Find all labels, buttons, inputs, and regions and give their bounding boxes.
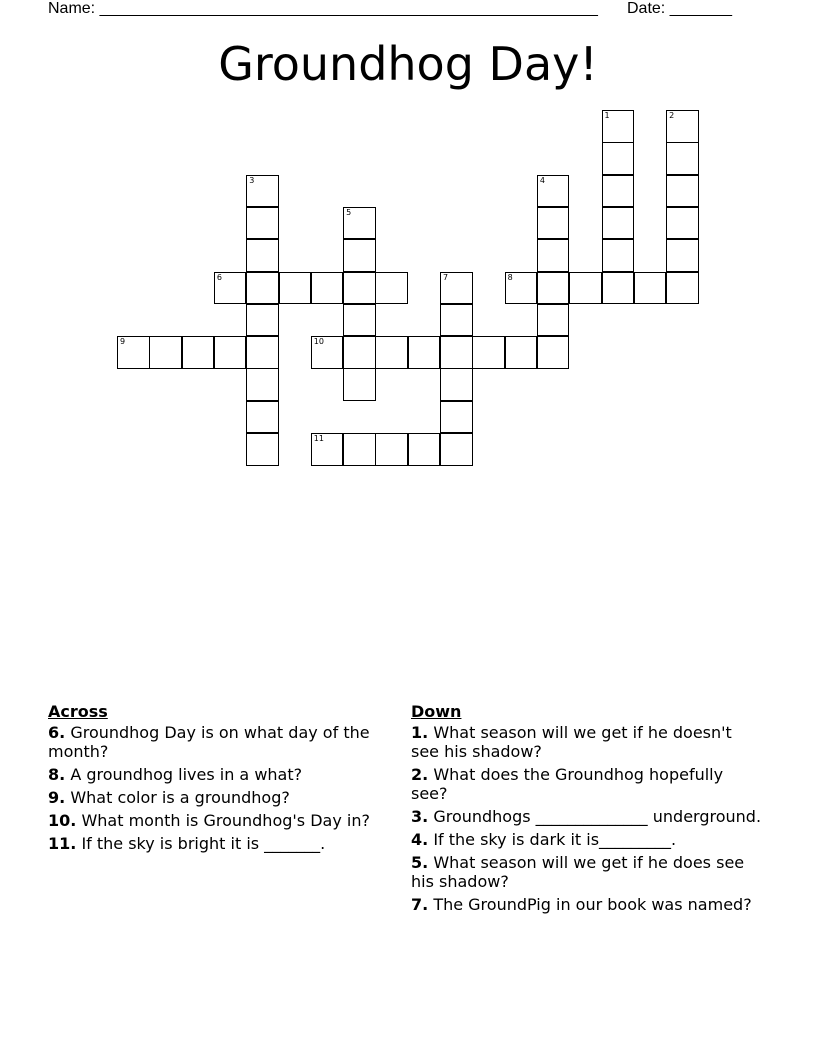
cell-number: 9: [120, 337, 126, 347]
grid-cell: [343, 272, 376, 305]
clue-number: 8.: [48, 765, 66, 784]
grid-cell: [149, 336, 182, 369]
down-clue-5: [411, 853, 763, 891]
down-clue-4: [411, 830, 763, 849]
grid-cell: [602, 142, 635, 175]
clue-number: 5.: [411, 853, 429, 872]
clue-number: 6.: [48, 723, 66, 742]
grid-cell: [246, 272, 279, 305]
grid-cell: [214, 336, 247, 369]
cell-number: 2: [669, 111, 675, 120]
grid-cell: [311, 272, 344, 305]
grid-cell: [537, 272, 570, 305]
down-clue-7: [411, 895, 763, 914]
cell-number: 3: [249, 175, 255, 185]
grid-cell: [343, 207, 376, 240]
grid-cell: [537, 239, 570, 272]
grid-cell: [246, 336, 279, 369]
grid-cell: [666, 142, 699, 175]
down-clue-3: [411, 807, 763, 826]
clue-text: What month is Groundhog's Day in?: [81, 811, 370, 830]
page-title: Groundhog Day!: [218, 37, 598, 91]
clue-text: The GroundPig in our book was named?: [433, 895, 752, 914]
across-clue-8: [48, 765, 400, 784]
grid-cell: [505, 336, 538, 369]
clue-text: What season will we get if he does see his shadow?: [411, 853, 745, 891]
grid-cell: [246, 239, 279, 272]
grid-cell: [182, 336, 215, 369]
cell-number: 5: [346, 207, 352, 217]
across-clue-9: [48, 788, 400, 807]
clue-number: 7.: [411, 895, 429, 914]
grid-cell: [440, 433, 473, 466]
across-clue-10: [48, 811, 400, 830]
grid-cell: [246, 433, 279, 466]
date-line: Date: _______: [627, 0, 732, 17]
clue-number: 10.: [48, 811, 77, 830]
clue-text: What color is a groundhog?: [70, 788, 290, 807]
down-clue-2: [411, 765, 763, 803]
grid-cell: [440, 401, 473, 434]
cell-number: 8: [507, 272, 513, 282]
clue-number: 1.: [411, 723, 429, 742]
grid-cell: [666, 110, 699, 143]
across-clue-11: [48, 834, 400, 853]
clue-text: Groundhogs ______________ underground.: [433, 807, 762, 826]
grid-cell: [602, 272, 635, 305]
cell-number: 4: [539, 175, 545, 185]
grid-cell: [634, 272, 667, 305]
grid-cell: [537, 304, 570, 337]
grid-cell: [602, 175, 635, 208]
across-heading: Across: [48, 702, 108, 721]
cell-number: 1: [604, 111, 610, 120]
grid-cell: [666, 239, 699, 272]
grid-cell: [440, 272, 473, 305]
grid-cell: [375, 433, 408, 466]
grid-cell: [375, 272, 408, 305]
grid-cell: [602, 110, 635, 143]
grid-cell: [214, 272, 247, 305]
clue-number: 2.: [411, 765, 429, 784]
clue-text: If the sky is dark it is_________.: [433, 830, 677, 849]
clue-text: What does the Groundhog hopefully see?: [411, 765, 724, 803]
cell-number: 10: [313, 337, 324, 347]
grid-cell: [279, 272, 312, 305]
grid-cell: [569, 272, 602, 305]
cell-number: 7: [443, 272, 449, 282]
down-clue-1: [411, 723, 763, 761]
clue-text: A groundhog lives in a what?: [70, 765, 303, 784]
grid-cell: [537, 207, 570, 240]
grid-cell: [343, 368, 376, 401]
grid-cell: [311, 433, 344, 466]
across-clue-6: [48, 723, 400, 761]
grid-cell: [343, 336, 376, 369]
grid-cell: [246, 401, 279, 434]
across-clues: [48, 702, 400, 857]
crossword-grid: [0, 0, 816, 520]
grid-cell: [343, 304, 376, 337]
grid-cell: [440, 368, 473, 401]
clue-text: What season will we get if he doesn't see his shadow?: [411, 723, 732, 761]
grid-cell: [246, 304, 279, 337]
grid-cell: [246, 368, 279, 401]
grid-cell: [440, 336, 473, 369]
down-clues: [411, 702, 763, 918]
grid-cell: [537, 336, 570, 369]
grid-cell: [117, 336, 150, 369]
clue-text: If the sky is bright it is _______.: [81, 834, 326, 853]
clue-number: 11.: [48, 834, 77, 853]
grid-cell: [343, 239, 376, 272]
grid-cell: [375, 336, 408, 369]
clue-number: 4.: [411, 830, 429, 849]
grid-cell: [666, 272, 699, 305]
grid-cell: [343, 433, 376, 466]
down-heading: Down: [411, 702, 462, 721]
grid-cell: [666, 207, 699, 240]
grid-cell: [602, 207, 635, 240]
cell-number: 6: [216, 272, 222, 282]
grid-cell: [505, 272, 538, 305]
clue-number: 3.: [411, 807, 429, 826]
clue-number: 9.: [48, 788, 66, 807]
name-line: Name: ________________________________________________________: [48, 0, 598, 17]
grid-cell: [440, 304, 473, 337]
grid-cell: [408, 336, 441, 369]
cell-number: 11: [313, 434, 324, 443]
grid-cell: [537, 175, 570, 208]
clue-text: Groundhog Day is on what day of the month?: [48, 723, 370, 761]
grid-cell: [666, 175, 699, 208]
grid-cell: [602, 239, 635, 272]
grid-cell: [246, 207, 279, 240]
grid-cell: [311, 336, 344, 369]
grid-cell: [408, 433, 441, 466]
grid-cell: [246, 175, 279, 208]
grid-cell: [472, 336, 505, 369]
